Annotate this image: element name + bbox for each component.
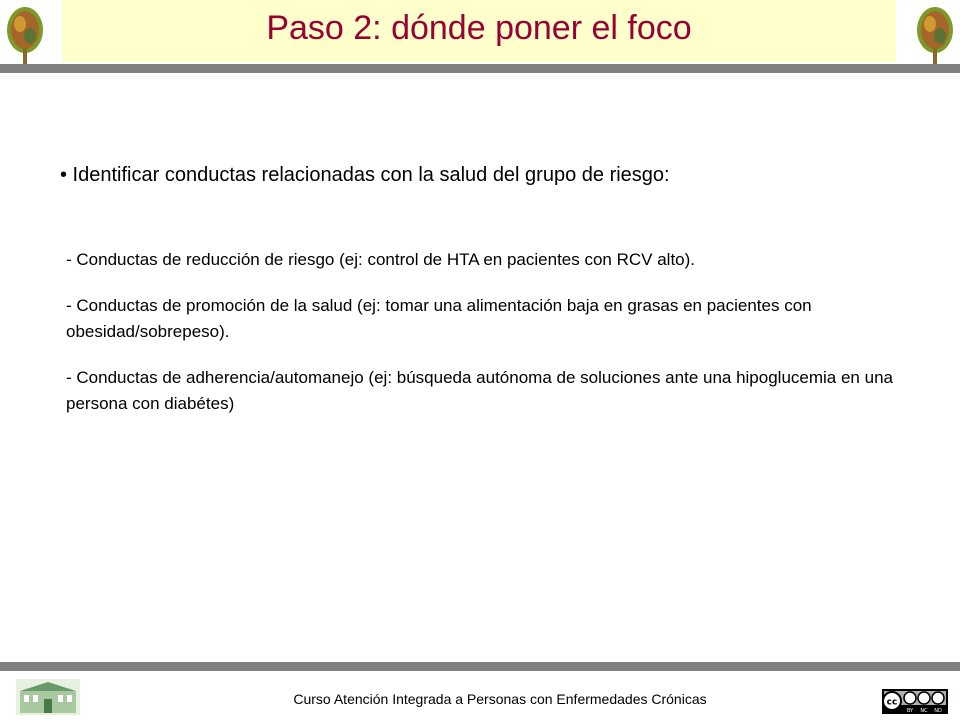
svg-text:ND: ND: [934, 708, 942, 714]
tree-icon: [4, 4, 46, 66]
list-item: - Conductas de promoción de la salud (ej: tomar una alimentación baja en grasas en pacientes con obesidad/sobrepeso).: [66, 296, 812, 341]
footer-course-text: Curso Atención Integrada a Personas con Enfermedades Crónicas: [293, 691, 707, 707]
svg-text:cc: cc: [886, 697, 898, 708]
tree-icon: [914, 4, 956, 66]
slide-title: Paso 2: dónde poner el foco: [266, 9, 692, 47]
bottom-rule: [0, 662, 960, 671]
item-list: [66, 247, 916, 437]
main-bullet: • Identificar conductas relacionadas con la salud del grupo de riesgo:: [60, 164, 670, 186]
svg-text:BY: BY: [906, 708, 914, 714]
list-item: - Conductas de reducción de riesgo (ej: control de HTA en pacientes con RCV alto).: [66, 250, 696, 269]
svg-text:NC: NC: [920, 708, 928, 714]
hospital-building-icon: [16, 679, 80, 715]
creative-commons-license-icon: [882, 689, 948, 714]
top-rule: [0, 64, 960, 73]
list-item: - Conductas de adherencia/automanejo (ej: búsqueda autónoma de soluciones ante una hipoglucemia en una persona con diabétes): [66, 368, 893, 413]
